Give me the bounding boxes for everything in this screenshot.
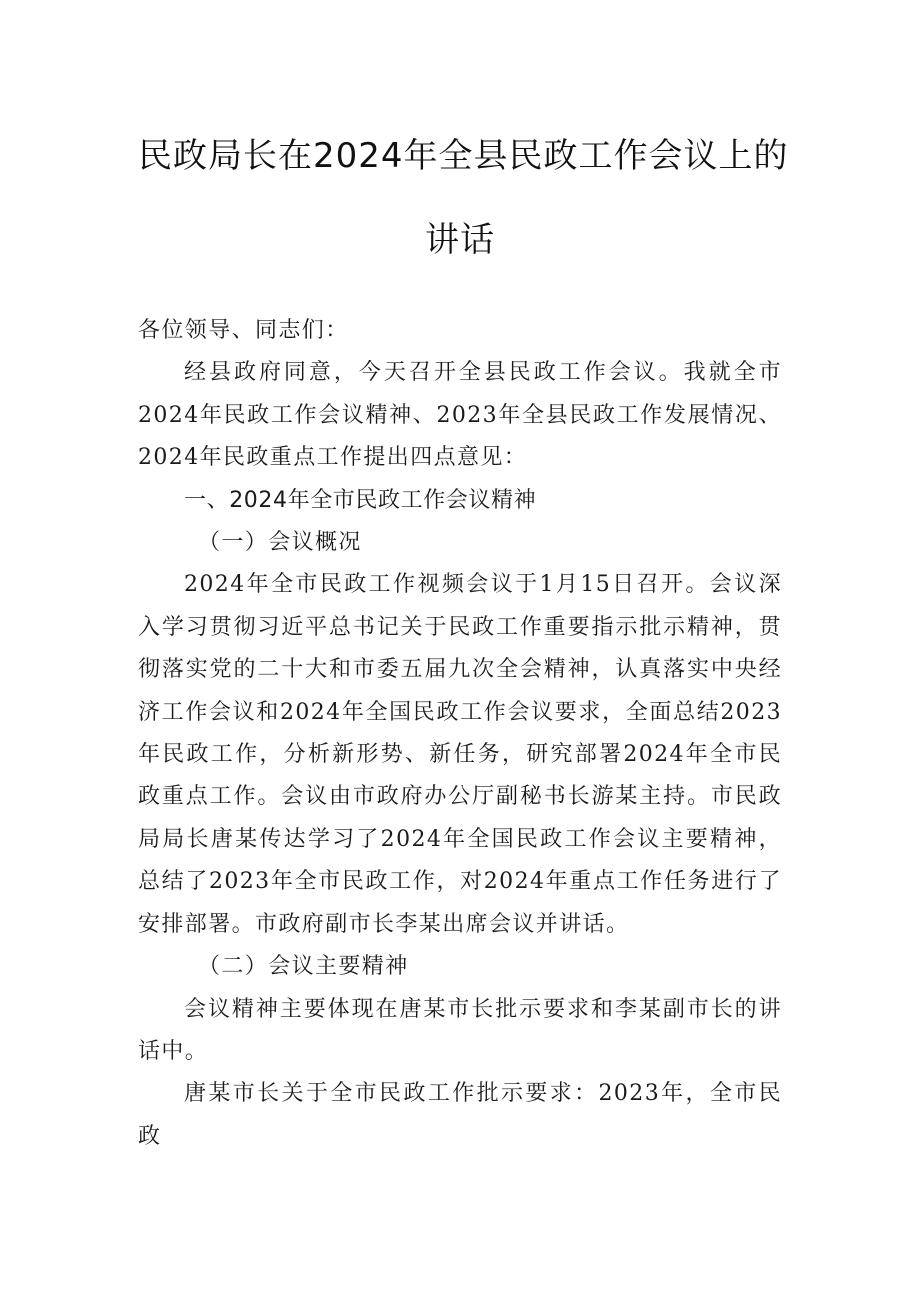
paragraph-meeting-spirit: 会议精神主要体现在唐某市长批示要求和李某副市长的讲话中。 bbox=[138, 996, 782, 1064]
document-title-line-2: 讲话 bbox=[425, 220, 495, 260]
paragraph-intro: 经县政府同意，今天召开全县民政工作会议。我就全市2024年民政工作会议精神、2023年全县民政工作发展情况、2024年民政重点工作提出四点意见： bbox=[138, 360, 782, 471]
subheading-meeting-overview: （一）会议概况 bbox=[198, 530, 362, 556]
document-title-line-1: 民政局长在2024年全县民政工作会议上的 bbox=[138, 136, 789, 176]
document-body bbox=[138, 310, 782, 1158]
paragraph-mayor-instructions: 唐某市长关于全市民政工作批示要求：2023年，全市民政 bbox=[138, 1081, 782, 1149]
paragraph-meeting-overview: 2024年全市民政工作视频会议于1月15日召开。会议深入学习贯彻习近平总书记关于民政工作重要指示批示精神，贯彻落实党的二十大和市委五届九次全会精神，认真落实中央经济工作会议和2024年全国民政工作会议要求，全面总结2023年民政工作，分析新形势、新任务，研究部署2024年全市民政重点工作。会议由市政府办公厅副秘书长游某主持。市民政局局长唐某传达学习了2024年全国民政工作会议主要精神，总结了2023年全市民政工作，对2024年重点工作任务进行了安排部署。市政府副市长李某出席会议并讲话。 bbox=[138, 572, 782, 937]
section-heading-1: 一、2024年全市民政工作会议精神 bbox=[184, 487, 537, 513]
subheading-meeting-spirit: （二）会议主要精神 bbox=[198, 954, 409, 980]
salutation: 各位领导、同志们： bbox=[138, 318, 349, 343]
